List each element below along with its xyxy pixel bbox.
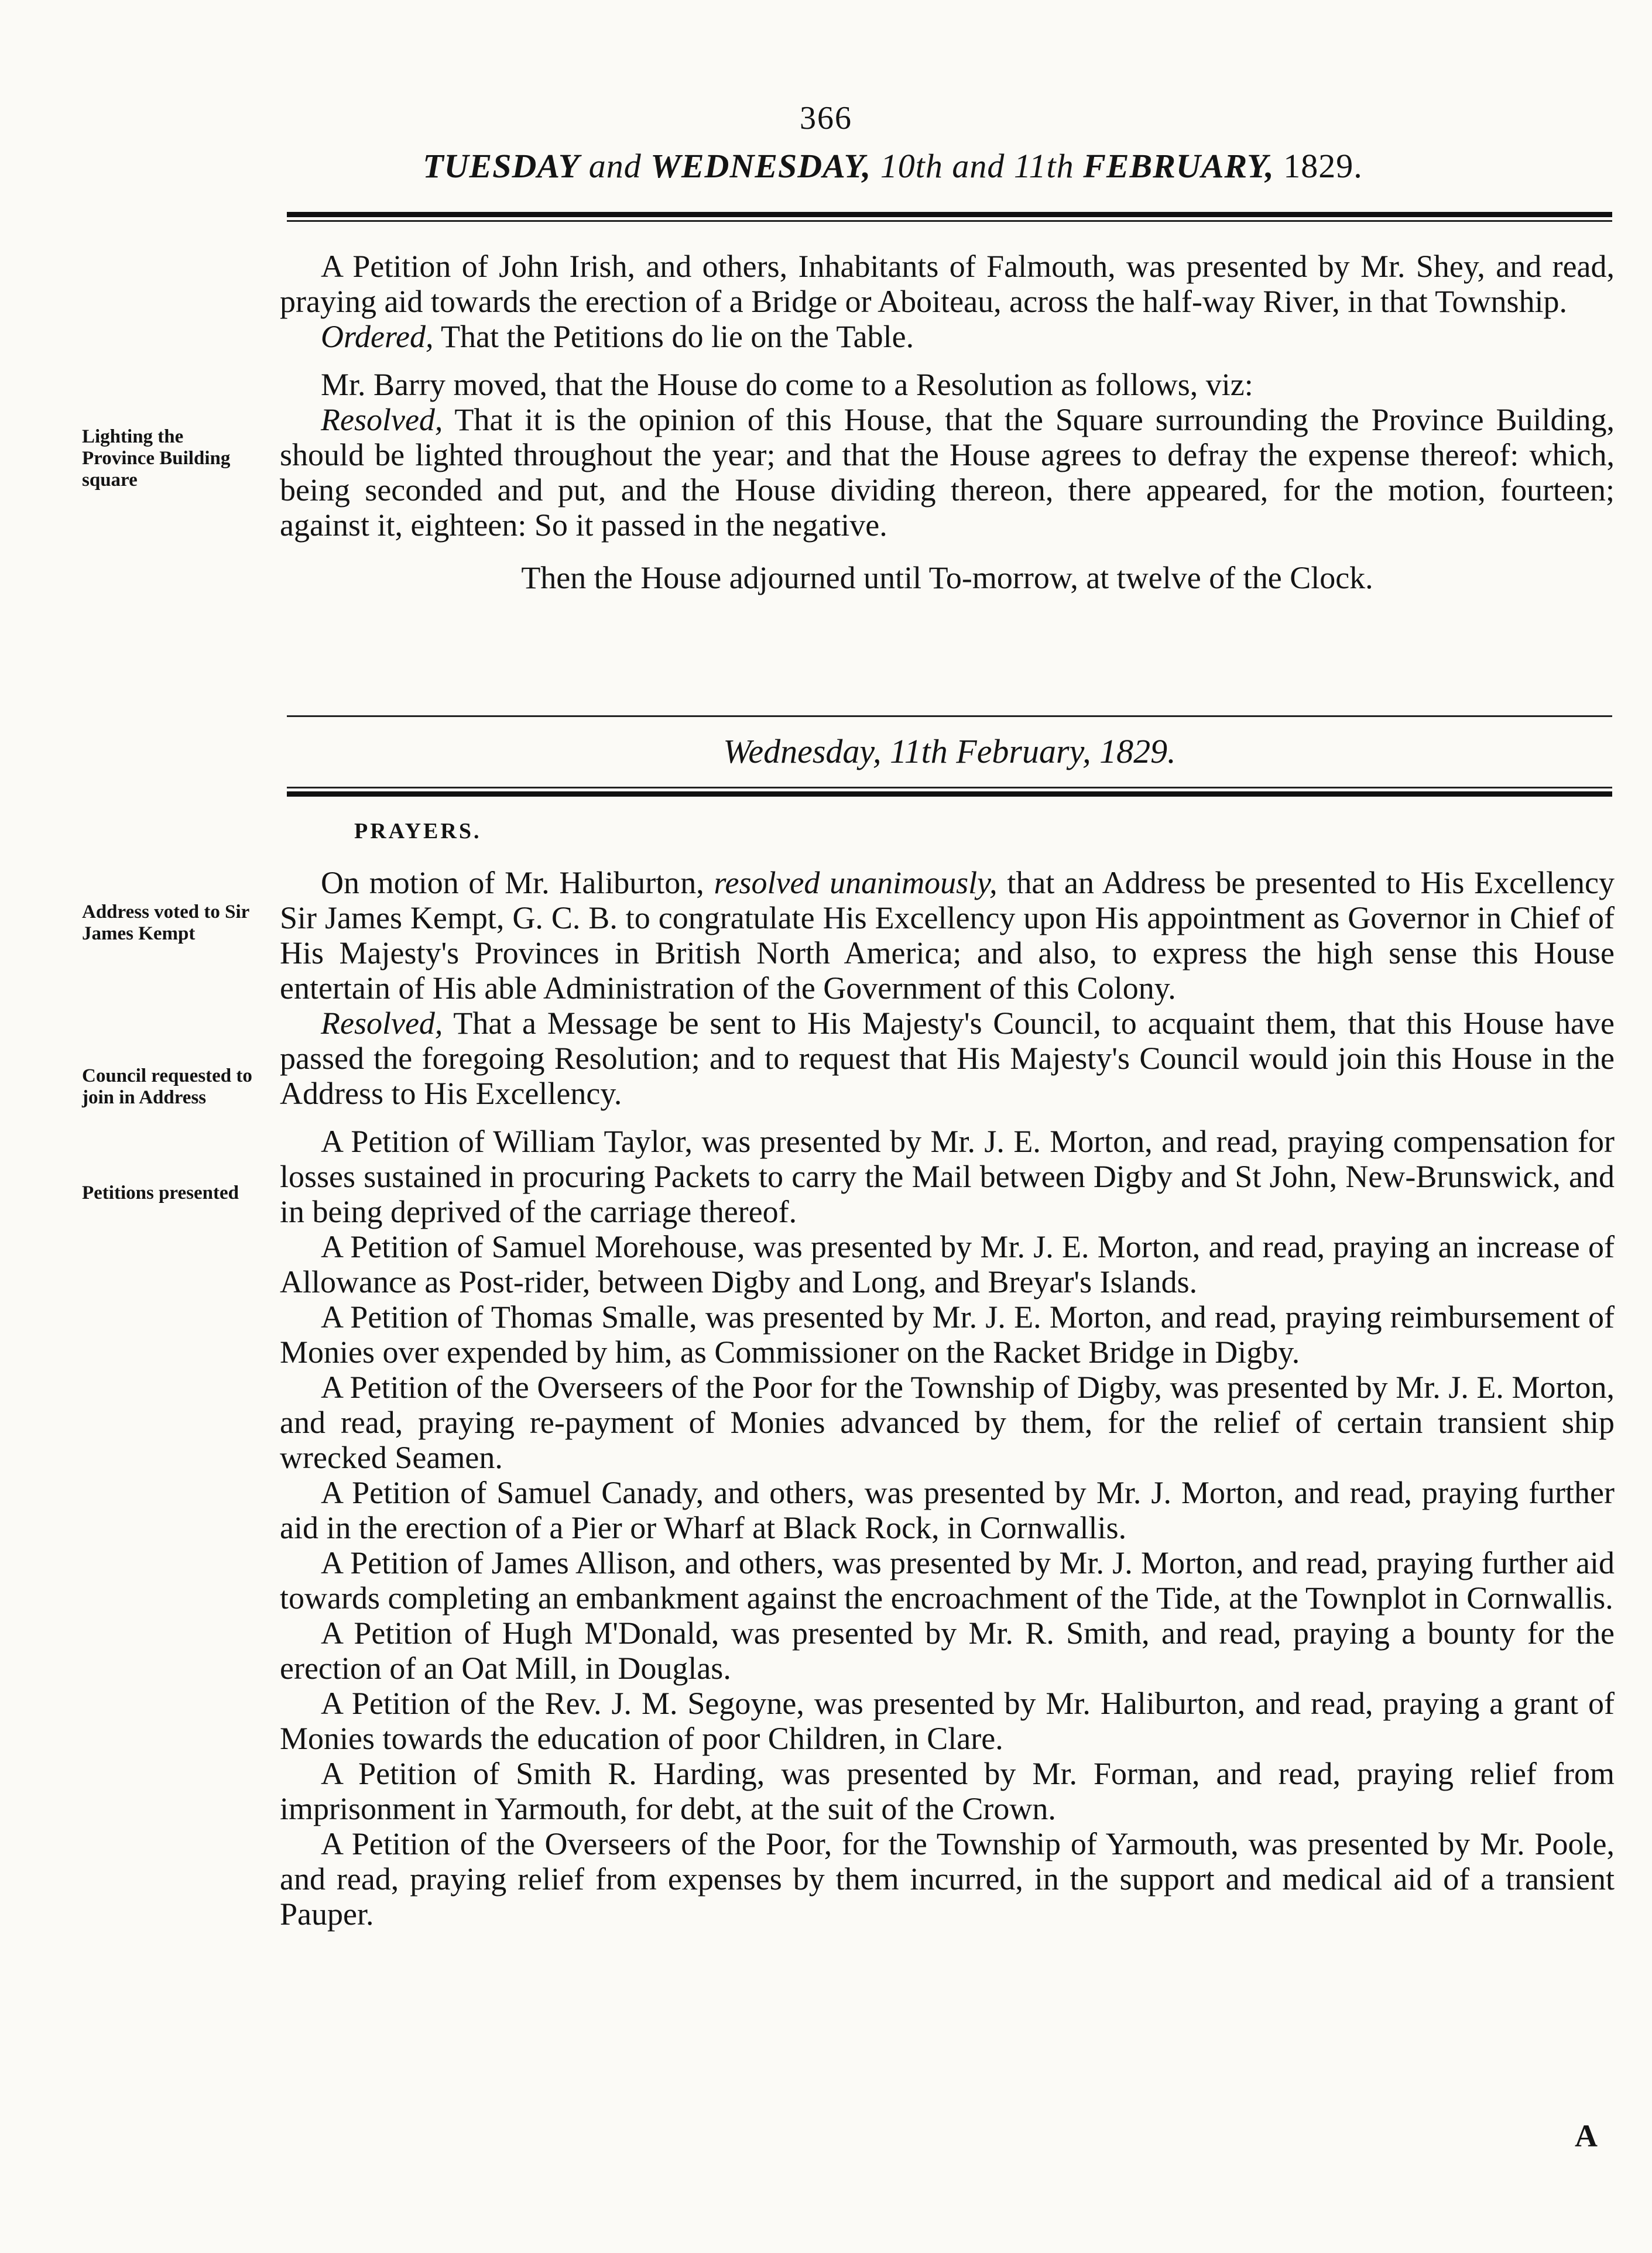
petition-overseers-yarmouth: A Petition of the Overseers of the Poor, for the Township of Yarmouth, was presented by Mr. Poole, and read, praying relief from expenses by them incurred, in the support and medical aid of a transient Pauper. [280,1826,1615,1932]
petition-segoyne: A Petition of the Rev. J. M. Segoyne, was presented by Mr. Haliburton, and read, praying a grant of Monies towards the education of poor Children, in Clare. [280,1686,1615,1756]
address-lead: On motion of Mr. Haliburton, [321,865,704,900]
section-rule-bottom-thick [287,791,1612,797]
petition-harding: A Petition of Smith R. Harding, was presented by Mr. Forman, and read, praying relief from imprisonment in Yarmouth, for debt, at the suit of the Crown. [280,1756,1615,1826]
margin-note-petitions: Petitions presented [82,1182,239,1203]
prayers-heading: PRAYERS. [354,819,482,843]
council-resolved-label: Resolved, [321,1006,443,1041]
barry-motion: Mr. Barry moved, that the House do come to a Resolution as follows, viz: [321,367,1253,402]
petition-morehouse: A Petition of Samuel Morehouse, was presented by Mr. J. E. Morton, and read, praying an increase of Allowance as Post-rider, between Digby and Long, and Breyar's Islands. [280,1229,1615,1299]
running-head-month: FEBRUARY, [1083,147,1274,185]
tuesday-section [280,249,1615,595]
petition-allison: A Petition of James Allison, and others, was presented by Mr. J. Morton, and read, praying further aid towards completing an embankment against the encroachment of the Tide, at the Townplot in Cornwallis. [280,1545,1615,1616]
running-head-day1: TUESDAY [423,147,580,185]
petition-overseers-digby: A Petition of the Overseers of the Poor for the Township of Digby, was presented by Mr. J. E. Morton, and read, praying re-payment of Monies advanced by them, for the relief of certain transient ship wrecked Seamen. [280,1370,1615,1475]
ordered-label: Ordered, [321,319,434,354]
adjournment: Then the House adjourned until To-morrow, at twelve of the Clock. [521,560,1373,595]
ordered-paragraph [280,319,1615,354]
council-message [280,1006,1615,1111]
council-text: That a Message be sent to His Majesty's Council, to acquaint them, that this House have passed the foregoing Resolution; and to request that His Majesty's Council would join this House in the Address to His Excellency. [280,1006,1615,1111]
section-rule-bottom-thin [287,787,1612,788]
running-head [287,146,1499,186]
wednesday-heading: Wednesday, 11th February, 1829. [723,732,1176,770]
wednesday-section [280,865,1615,1932]
catchword: A [1575,2118,1598,2153]
resolved-lighting [280,402,1615,543]
running-head-year: 1829. [1283,147,1363,185]
section-rule-top [287,715,1612,717]
petition-taylor: A Petition of William Taylor, was presented by Mr. J. E. Morton, and read, praying compensation for losses sustained in procuring Packets to carry the Mail between Digby and St John, New-Brunswick, and in being deprived of the carriage thereof. [280,1124,1615,1229]
margin-note-lighting: Lighting the Province Building square [82,426,231,491]
margin-note-address: Address voted to Sir James Kempt [82,901,249,944]
running-head-day2: WEDNESDAY, [650,147,872,185]
address-text: that an Address be presented to His Excellency Sir James Kempt, G. C. B. to congratulate His Excellency upon His appointment as Governor in Chief of His Majesty's Provinces in British North America; and also, to express the high sense this House entertain of His able Administration of the Government of this Colony. [280,865,1615,1006]
page-number: 366 [800,100,852,136]
address-resolved-unanimously: resolved unanimously, [704,865,998,900]
resolved-label: Resolved, [321,402,443,437]
resolved-lighting-text: That it is the opinion of this House, that the Square surrounding the Province Building, should be lighted throughout the year; and that the House agrees to defray the expense thereof: which, being seconded and put, and the House dividing thereon, there appeared, for the motion, fourteen; against it, eighteen: So it passed in the negative. [280,402,1615,543]
petition-mcdonald: A Petition of Hugh M'Donald, was presented by Mr. R. Smith, and read, praying a bounty for the erection of an Oat Mill, in Douglas. [280,1616,1615,1686]
petition-canady: A Petition of Samuel Canady, and others, was presented by Mr. J. Morton, and read, praying further aid in the erection of a Pier or Wharf at Black Rock, in Cornwallis. [280,1475,1615,1545]
running-head-and: and [588,147,642,185]
petition-smalle: A Petition of Thomas Smalle, was presented by Mr. J. E. Morton, and read, praying reimbursement of Monies over expended by him, as Commissioner on the Racket Bridge in Digby. [280,1299,1615,1370]
address-resolution [280,865,1615,1006]
ordered-text: That the Petitions do lie on the Table. [433,319,914,354]
margin-note-council: Council requested to join in Address [82,1065,252,1108]
header-rule-thick [287,212,1612,217]
header-rule-thin [287,220,1612,222]
running-head-dates: 10th and 11th [880,147,1074,185]
petition-irish: A Petition of John Irish, and others, Inhabitants of Falmouth, was presented by Mr. Shey, and read, praying aid towards the erection of a Bridge or Aboiteau, across the half-way River, in that Township. [280,249,1615,319]
